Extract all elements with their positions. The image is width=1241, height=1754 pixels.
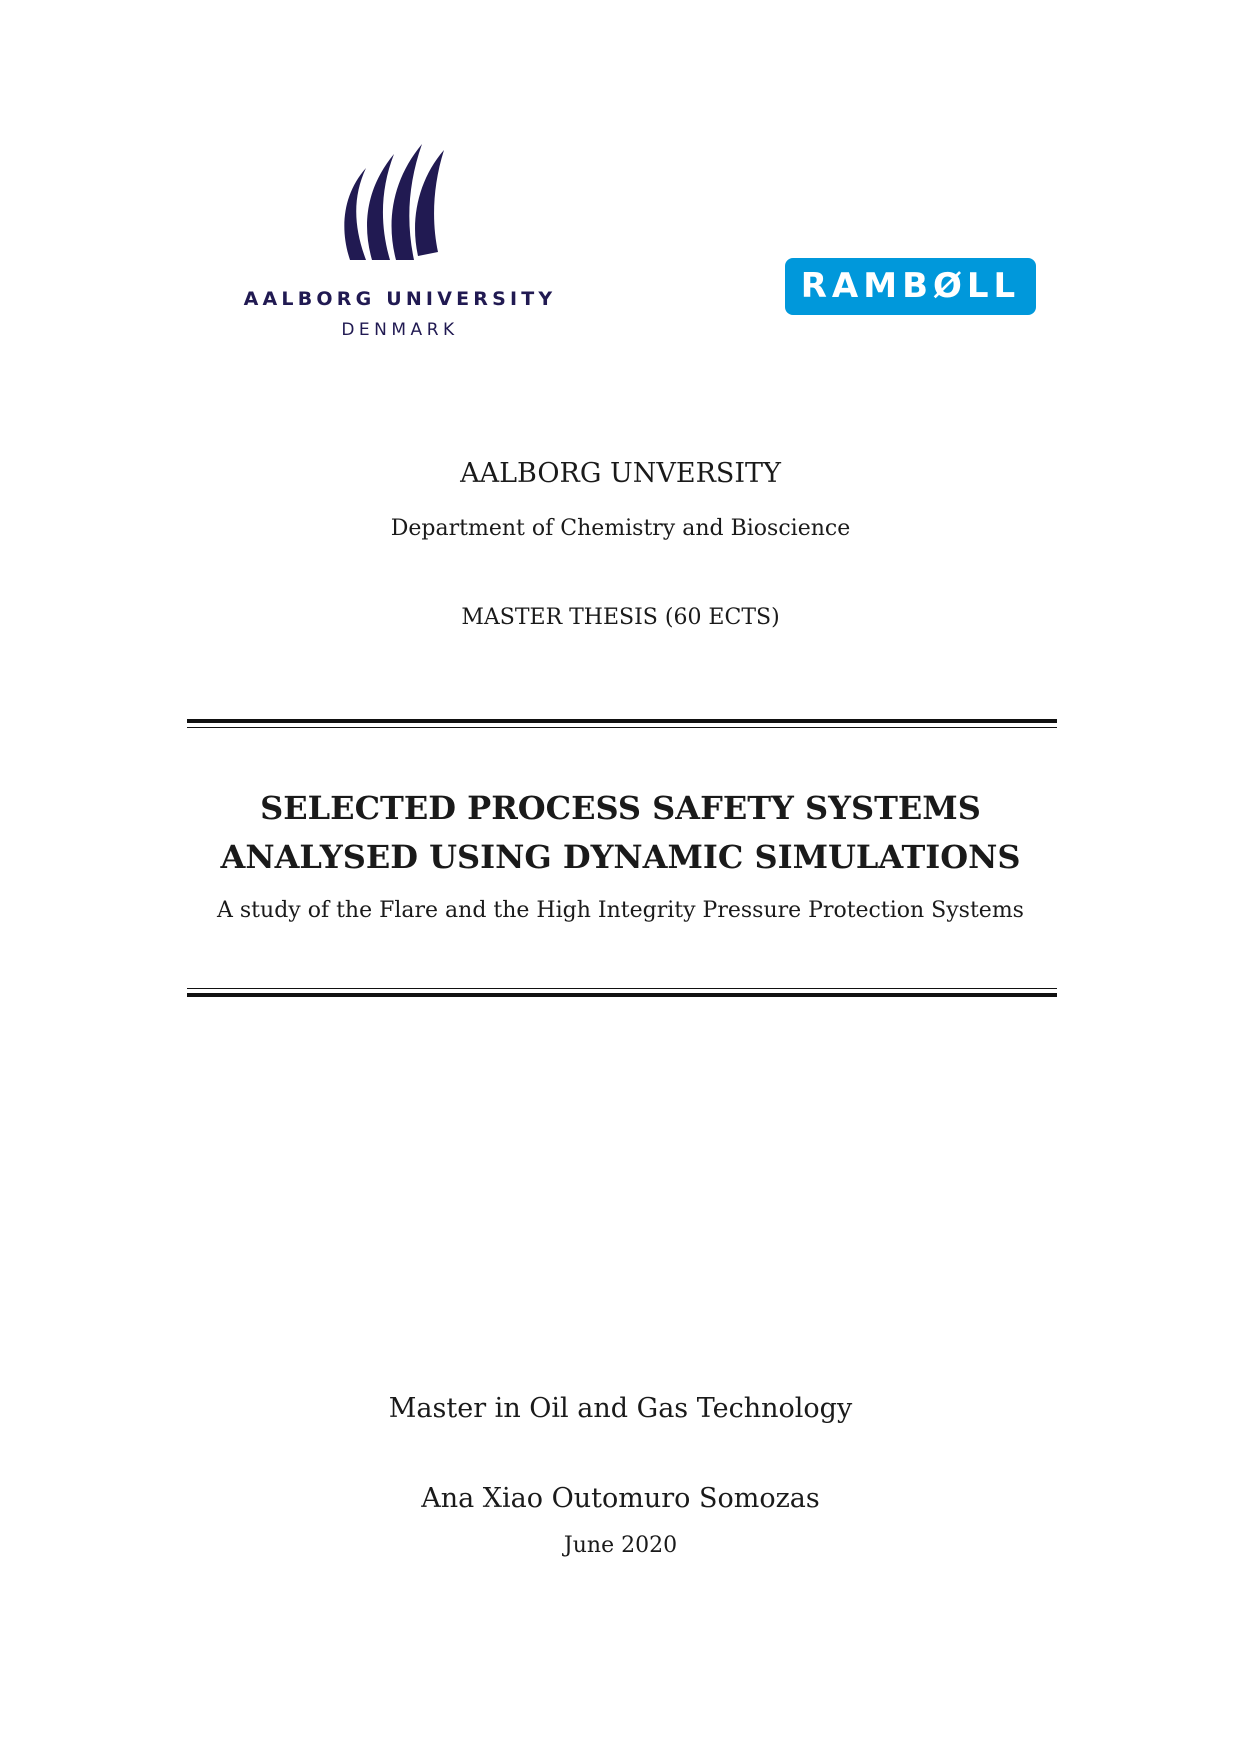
ramboll-logo: RAMBØLL <box>785 258 1036 315</box>
title-line-1: SELECTED PROCESS SAFETY SYSTEMS <box>260 789 981 827</box>
thesis-title <box>0 784 1241 882</box>
submission-date: June 2020 <box>563 1533 678 1558</box>
thesis-subtitle: A study of the Flare and the High Integrity Pressure Protection Systems <box>217 898 1024 923</box>
author-name: Ana Xiao Outomuro Somozas <box>421 1483 820 1514</box>
thesis-type: MASTER THESIS (60 ECTS) <box>461 605 780 630</box>
aau-logo-country: DENMARK <box>341 320 459 340</box>
top-rule-thin <box>187 727 1057 728</box>
top-rule-thick <box>187 719 1057 723</box>
aalborg-university-logo <box>240 140 560 350</box>
bottom-rule-thick <box>187 993 1057 997</box>
title-line-2: ANALYSED USING DYNAMIC SIMULATIONS <box>220 838 1021 876</box>
bottom-rule-thin <box>187 988 1057 989</box>
department-name: Department of Chemistry and Bioscience <box>390 516 851 541</box>
university-name: AALBORG UNVERSITY <box>460 458 781 489</box>
aau-logo-name: AALBORG UNIVERSITY <box>243 288 557 310</box>
aau-wave-emblem-icon <box>332 140 452 260</box>
programme-name: Master in Oil and Gas Technology <box>388 1393 853 1424</box>
